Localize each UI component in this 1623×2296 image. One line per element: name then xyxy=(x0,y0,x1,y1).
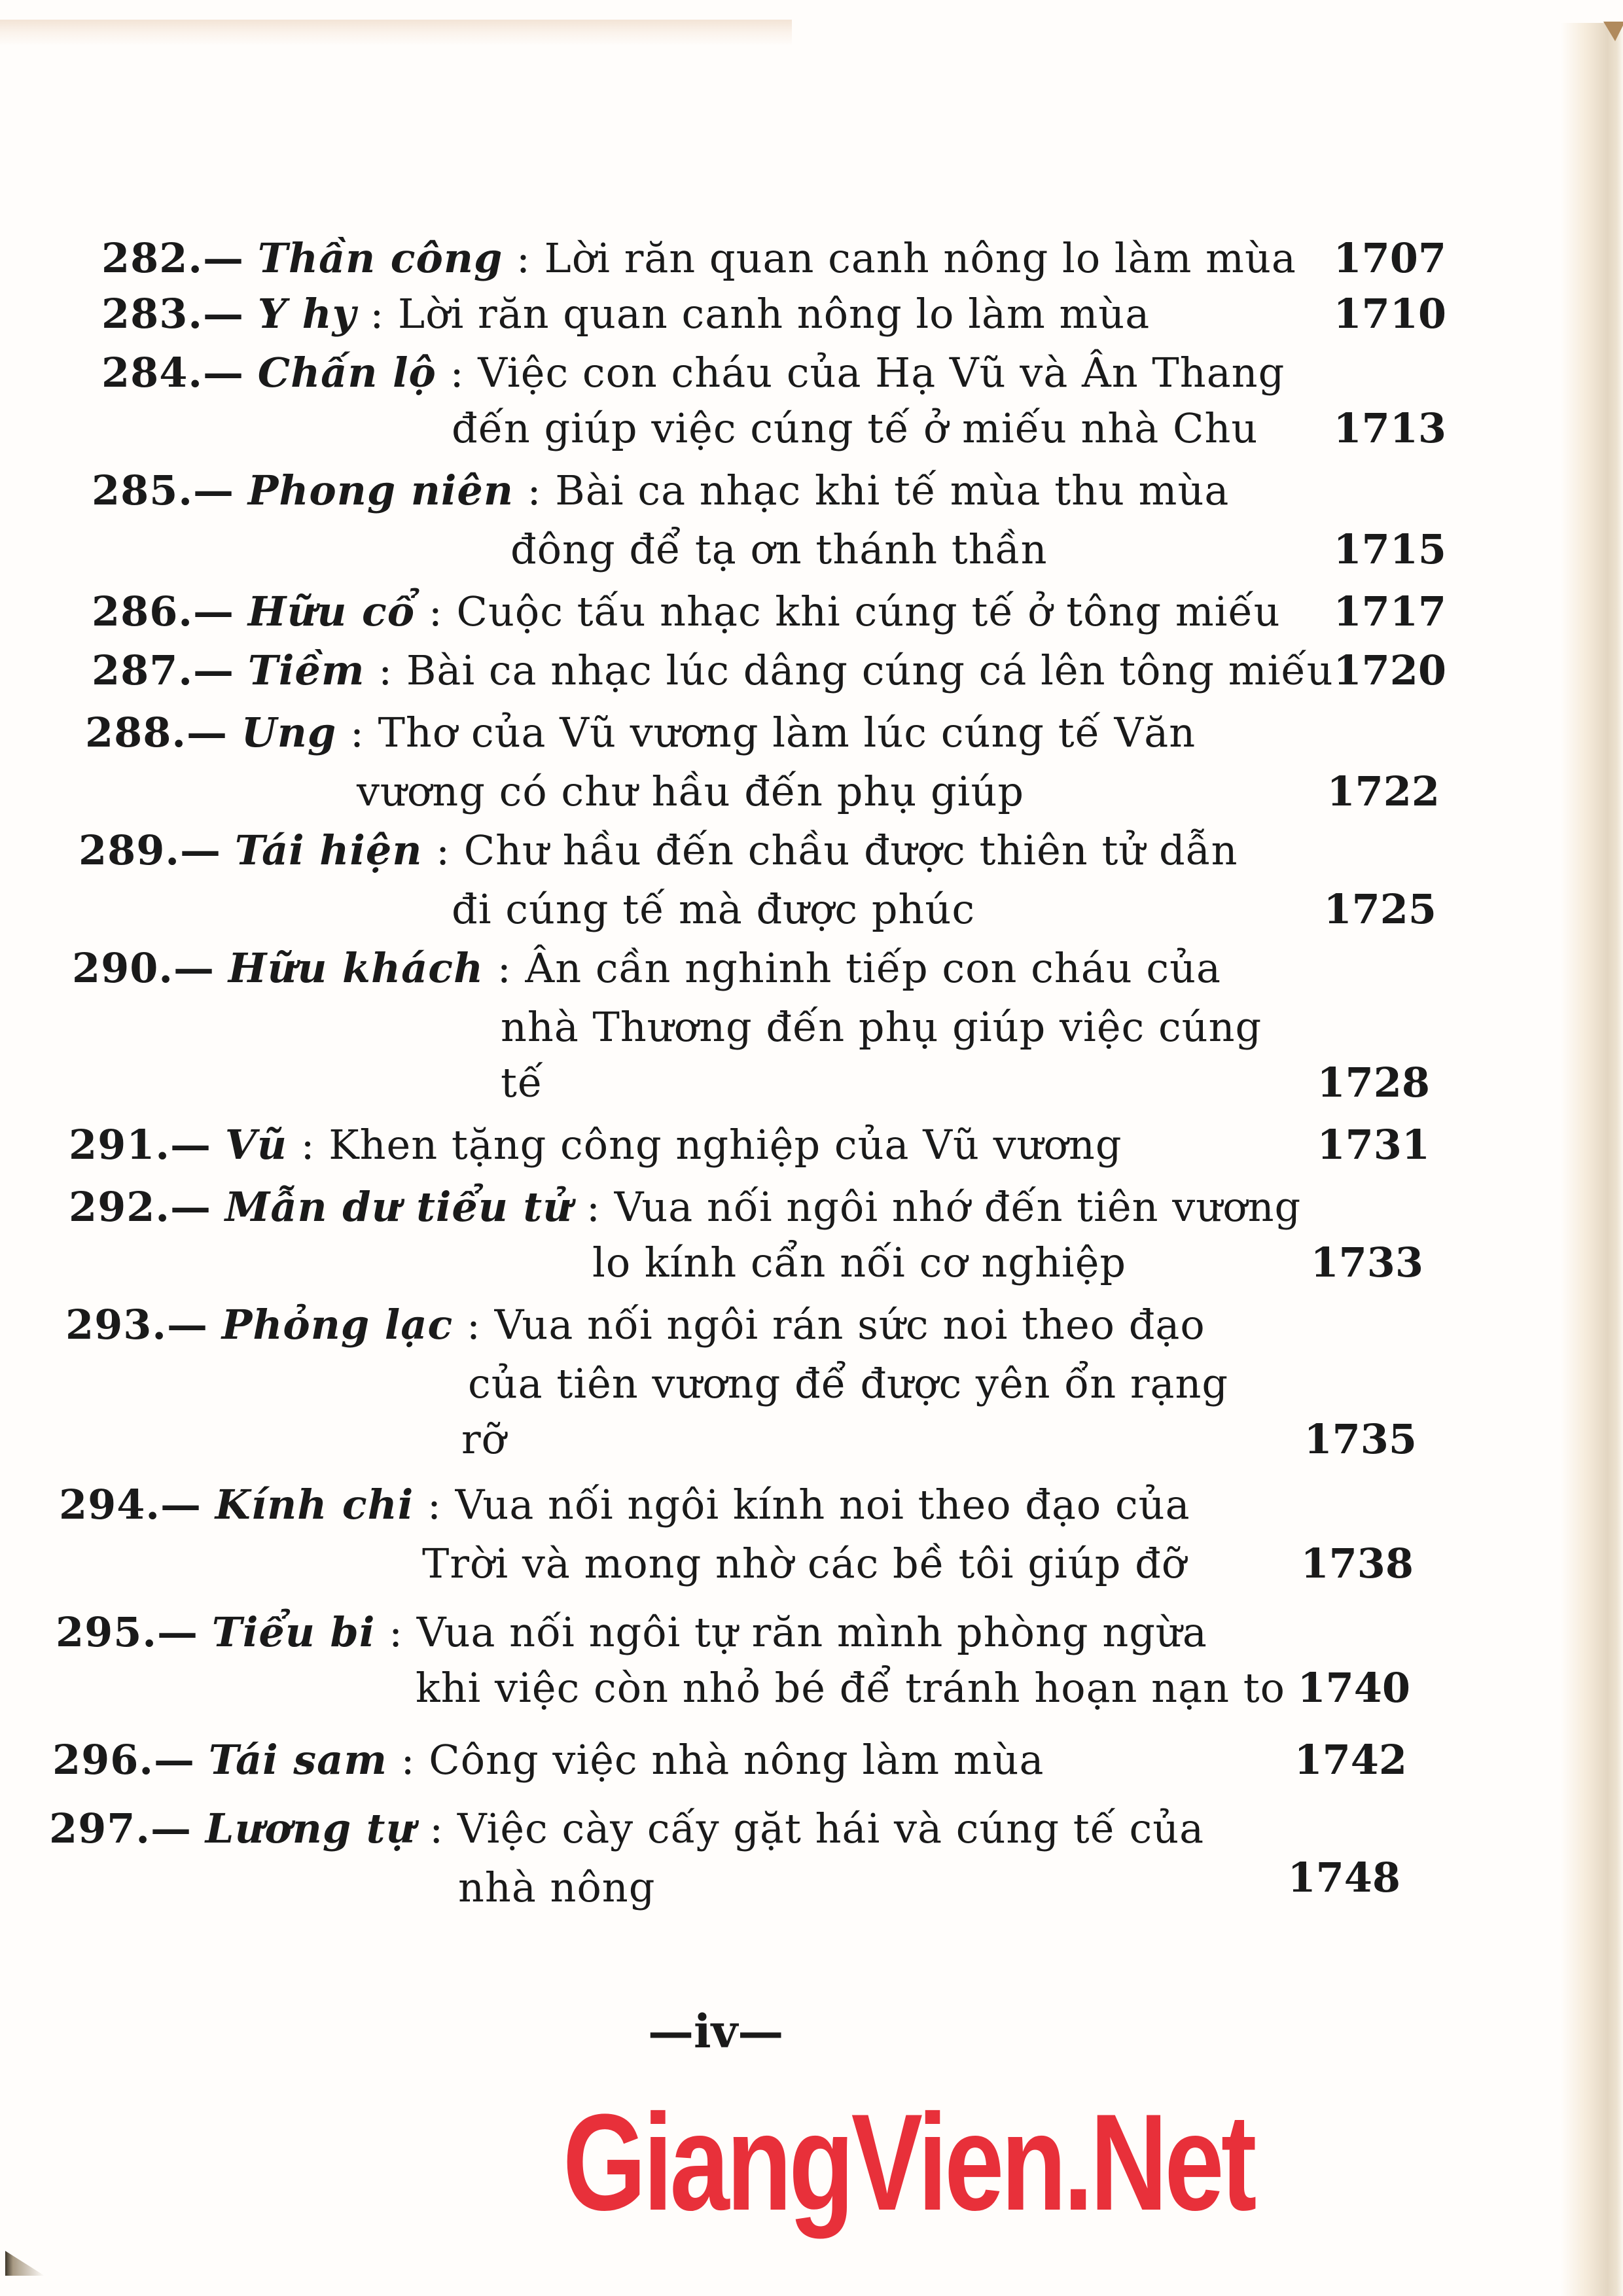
toc-entry-287 xyxy=(92,645,1334,697)
entry-continuation: rỡ xyxy=(461,1415,507,1463)
entry-description: Công việc nhà nông làm mùa xyxy=(429,1736,1044,1784)
entry-title: Tiềm xyxy=(247,646,365,694)
entry-separator: : xyxy=(467,1301,481,1349)
entry-continuation: của tiên vương để được yên ổn rạng xyxy=(468,1360,1229,1407)
toc-entry-292 xyxy=(69,1181,1301,1233)
entry-continuation: tế xyxy=(501,1059,544,1106)
entry-title: Chấn lộ xyxy=(257,349,437,397)
entry-page-number: 1748 xyxy=(1287,1854,1400,1901)
entry-description: Vua nối ngôi rán sức noi theo đạo xyxy=(494,1301,1205,1349)
page-number-footer: —iv— xyxy=(648,2004,784,2058)
entry-separator: : xyxy=(370,290,385,338)
entry-page-number: 1733 xyxy=(1310,1239,1423,1286)
toc-entry-285 xyxy=(92,465,1229,517)
toc-entry-286 xyxy=(92,586,1281,638)
entry-title: Mẫn dư tiểu tử xyxy=(224,1183,573,1231)
entry-title: Kính chi xyxy=(215,1481,414,1528)
entry-separator: : xyxy=(401,1736,416,1784)
entry-description: Lời răn quan canh nông lo làm mùa xyxy=(544,234,1296,282)
entry-number: 284.— xyxy=(101,349,245,397)
entry-description: Lời răn quan canh nông lo làm mùa xyxy=(398,290,1150,338)
toc-entry-289 xyxy=(79,824,1238,877)
entry-description: Vua nối ngôi tự răn mình phòng ngừa xyxy=(416,1608,1207,1656)
toc-entry-282 xyxy=(101,232,1296,285)
page-bottom-corner xyxy=(5,2251,45,2276)
watermark-logo: GiangVien.Net xyxy=(563,2085,1254,2239)
entry-continuation: nhà Thương đến phụ giúp việc cúng xyxy=(501,1003,1262,1051)
entry-page-number: 1717 xyxy=(1333,588,1446,635)
toc-entry-284 xyxy=(101,347,1285,399)
entry-title: Phỏng lạc xyxy=(221,1301,454,1349)
entry-number: 282.— xyxy=(101,234,245,282)
toc-entry-291 xyxy=(69,1119,1122,1171)
entry-continuation: đông để tạ ơn thánh thần xyxy=(510,525,1048,573)
toc-entry-290 xyxy=(72,942,1221,995)
toc-entry-293 xyxy=(65,1299,1205,1351)
entry-page-number: 1715 xyxy=(1333,525,1446,573)
entry-continuation: đến giúp việc cúng tế ở miếu nhà Chu xyxy=(452,404,1258,452)
entry-continuation: vương có chư hầu đến phụ giúp xyxy=(357,768,1025,815)
entry-number: 290.— xyxy=(72,944,215,992)
toc-entry-283 xyxy=(101,288,1150,340)
entry-description: Vua nối ngôi nhớ đến tiên vương xyxy=(614,1183,1302,1231)
entry-number: 295.— xyxy=(56,1608,199,1656)
entry-separator: : xyxy=(378,646,393,694)
entry-page-number: 1742 xyxy=(1294,1736,1407,1784)
entry-title: Hữu khách xyxy=(228,944,484,992)
entry-description: Ân cần nghinh tiếp con cháu của xyxy=(525,944,1221,992)
entry-separator: : xyxy=(497,944,512,992)
entry-page-number: 1735 xyxy=(1304,1415,1417,1463)
toc-entry-297 xyxy=(49,1803,1204,1855)
entry-separator: : xyxy=(436,826,451,874)
entry-separator: : xyxy=(300,1121,315,1169)
entry-number: 283.— xyxy=(101,290,245,338)
entry-continuation: Trời và mong nhờ các bề tôi giúp đỡ xyxy=(422,1540,1187,1587)
entry-separator: : xyxy=(516,234,531,282)
toc-entry-288 xyxy=(85,707,1196,759)
entry-separator: : xyxy=(586,1183,601,1231)
entry-description: Bài ca nhạc lúc dâng cúng cá lên tông miếu xyxy=(406,646,1334,694)
entry-description: Việc con cháu của Hạ Vũ và Ân Thang xyxy=(478,349,1285,397)
entry-title: Lương tự xyxy=(205,1805,416,1852)
entry-description: Vua nối ngôi kính noi theo đạo của xyxy=(455,1481,1190,1528)
entry-title: Phong niên xyxy=(247,467,514,514)
entry-continuation: nhà nông xyxy=(458,1863,656,1911)
entry-separator: : xyxy=(427,1481,442,1528)
entry-separator: : xyxy=(428,588,443,635)
entry-page-number: 1725 xyxy=(1323,885,1436,933)
entry-number: 289.— xyxy=(79,826,222,874)
entry-title: Ung xyxy=(241,709,337,756)
entry-number: 291.— xyxy=(69,1121,212,1169)
entry-page-number: 1738 xyxy=(1300,1540,1414,1587)
entry-description: Việc cày cấy gặt hái và cúng tế của xyxy=(457,1805,1205,1852)
entry-description: Khen tặng công nghiệp của Vũ vương xyxy=(329,1121,1122,1169)
entry-number: 285.— xyxy=(92,467,235,514)
entry-page-number: 1707 xyxy=(1333,234,1446,282)
entry-separator: : xyxy=(450,349,465,397)
entry-description: Cuộc tấu nhạc khi cúng tế ở tông miếu xyxy=(456,588,1281,635)
entry-title: Tái hiện xyxy=(234,826,423,874)
entry-number: 297.— xyxy=(49,1805,192,1852)
entry-separator: : xyxy=(429,1805,444,1852)
entry-description: Thơ của Vũ vương làm lúc cúng tế Văn xyxy=(378,709,1196,756)
entry-page-number: 1722 xyxy=(1327,768,1440,815)
entry-number: 296.— xyxy=(52,1736,196,1784)
entry-page-number: 1731 xyxy=(1317,1121,1430,1169)
entry-continuation: đi cúng tế mà được phúc xyxy=(452,885,976,933)
entry-separator: : xyxy=(349,709,365,756)
entry-continuation: lo kính cẩn nối cơ nghiệp xyxy=(592,1239,1127,1286)
entry-title: Hữu cổ xyxy=(247,588,416,635)
entry-page-number: 1728 xyxy=(1317,1059,1430,1106)
entry-continuation: khi việc còn nhỏ bé để tránh hoạn nạn to xyxy=(416,1664,1285,1712)
entry-description: Chư hầu đến chầu được thiên tử dẫn xyxy=(463,826,1238,874)
entry-title: Thần công xyxy=(257,234,503,282)
entry-title: Tái sam xyxy=(208,1736,387,1784)
entry-number: 287.— xyxy=(92,646,235,694)
entry-number: 286.— xyxy=(92,588,235,635)
entry-number: 292.— xyxy=(69,1183,212,1231)
entry-page-number: 1713 xyxy=(1333,404,1446,452)
entry-number: 293.— xyxy=(65,1301,209,1349)
toc-entry-295 xyxy=(56,1606,1207,1659)
entry-title: Tiểu bi xyxy=(211,1608,376,1656)
entry-title: Y hy xyxy=(257,290,357,338)
entry-description: Bài ca nhạc khi tế mùa thu mùa xyxy=(555,467,1230,514)
toc-entry-294 xyxy=(59,1479,1190,1531)
entry-page-number: 1720 xyxy=(1333,646,1446,694)
entry-number: 294.— xyxy=(59,1481,202,1528)
entry-separator: : xyxy=(527,467,542,514)
entry-separator: : xyxy=(389,1608,404,1656)
entry-page-number: 1740 xyxy=(1297,1664,1410,1712)
entry-number: 288.— xyxy=(85,709,228,756)
entry-title: Vũ xyxy=(224,1121,287,1169)
toc-entry-296 xyxy=(52,1734,1044,1786)
entry-page-number: 1710 xyxy=(1333,290,1446,338)
